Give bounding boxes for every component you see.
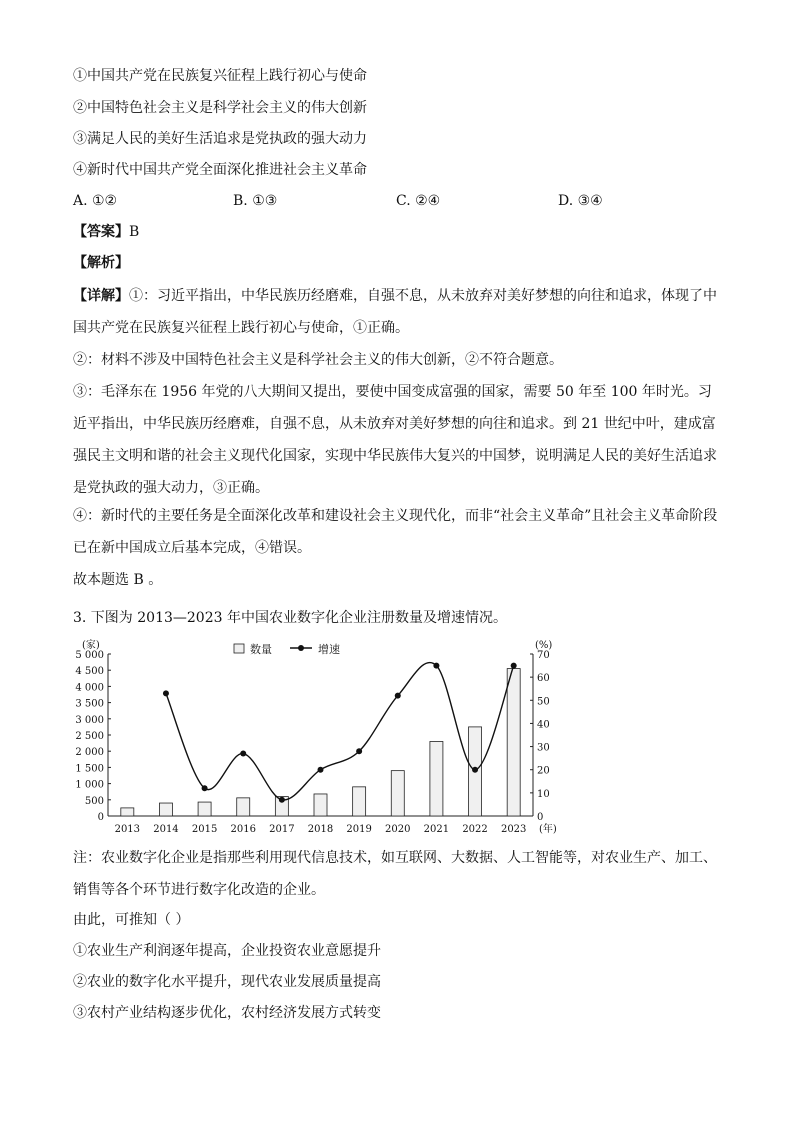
item-4: ④新时代中国共产党全面深化推进社会主义革命 [73,162,367,178]
tick-label-x: 2017 [269,824,295,835]
q3-stem: 3. 下图为 2013—2023 年中国农业数字化企业注册数量及增速情况。 [73,610,507,626]
option-c: C. ②④ [396,193,441,209]
growth-point [472,767,478,773]
legend-bar-label: 数量 [250,643,272,656]
bar [198,802,211,816]
tick-label-right: 0 [537,812,544,823]
growth-point [240,751,246,757]
tick-label-x: 2019 [346,824,372,835]
tick-label-left: 5 000 [75,650,104,661]
growth-point [395,693,401,699]
option-d: D. ③④ [558,193,603,209]
tick-label-x: 2023 [500,824,527,835]
item-1: ①中国共产党在民族复兴征程上践行初心与使命 [73,68,367,84]
bar [159,803,172,816]
q3-item-3: ③农村产业结构逐步优化，农村经济发展方式转变 [73,1005,381,1021]
tick-label-right: 40 [537,719,550,731]
bar [430,741,443,816]
tick-label-x: 2015 [191,824,218,835]
bar [507,669,520,816]
detail-tag: 【详解】 [73,288,129,304]
tick-label-left: 2 500 [75,731,104,742]
detail-3: ③：毛泽东在 1956 年党的八大期间又提出，要使中国变成富强的国家，需要 50 年至 100 年时光。习近平指出，中华民族历经磨难，自强不息，从未放弃对美好梦想的向往和追求。到 21 世纪中叶，建成富强民主文明和谐的社会主义现代化国家，实现中华民族伟大复兴的中国梦，说明满足人民的美好生活追求是党执政的强大动力，③正确。 [73,384,717,496]
tick-label-left: 4 500 [75,666,104,678]
tick-label-left: 0 [97,812,104,823]
item-2: ②中国特色社会主义是科学社会主义的伟大创新 [73,100,367,116]
tick-label-left: 500 [84,795,104,807]
growth-point [202,785,208,791]
item-3: ③满足人民的美好生活追求是党执政的强大动力 [73,131,367,147]
tick-label-left: 1 500 [75,763,104,775]
bar [314,794,327,816]
growth-point [511,663,517,669]
ylabel-right: (%) [535,640,553,651]
legend-bar-swatch [234,644,244,653]
legend-line-dot [298,645,304,651]
growth-line [166,663,514,800]
growth-point [433,663,439,669]
tick-label-x: 2018 [307,824,334,835]
tick-label-x: 2021 [423,824,450,835]
q3-note: 注：农业数字化企业是指那些利用现代信息技术，如互联网、大数据、人工智能等，对农业生产、加工、销售等各个环节进行数字化改造的企业。 [73,850,717,898]
answer-line [73,222,139,242]
growth-point [318,767,324,773]
tick-label-right: 20 [537,765,550,777]
detail-2: ②：材料不涉及中国特色社会主义是科学社会主义的伟大创新，②不符合题意。 [73,352,563,368]
answer-tag: 【答案】 [73,224,129,240]
bar [391,771,404,816]
tick-label-right: 30 [537,742,550,754]
tick-label-x: 2013 [114,824,141,835]
growth-point [356,748,362,754]
option-b: B. ①③ [233,193,278,209]
tick-label-right: 50 [537,696,550,708]
conclusion: 故本题选 B 。 [73,572,163,588]
q3-chart [0,632,794,842]
tick-label-x: 2014 [153,824,179,835]
q3-ask: 由此，可推知（ ） [73,912,190,928]
detail-4: ④：新时代的主要任务是全面深化改革和建设社会主义现代化，而非“社会主义革命”且社会主义革命阶段已在新中国成立后基本完成，④错误。 [73,508,718,556]
tick-label-right: 10 [537,788,550,800]
growth-point [279,797,285,803]
tick-label-left: 3 500 [75,698,104,710]
tick-label-left: 4 000 [75,682,104,694]
growth-point [163,690,169,696]
bar [237,798,250,816]
analysis-tag: 【解析】 [73,255,129,271]
tick-label-x: 2016 [230,824,256,835]
q3-item-1: ①农业生产利润逐年提高，企业投资农业意愿提升 [73,943,381,959]
tick-label-left: 2 000 [75,747,104,759]
tick-label-right: 60 [537,673,550,685]
q3-item-2: ②农业的数字化水平提升，现代农业发展质量提高 [73,974,381,990]
tick-label-left: 1 000 [75,779,104,791]
bar [353,787,366,816]
detail-1 [73,280,723,344]
bar [121,808,134,816]
tick-label-x: 2020 [385,824,411,835]
tick-label-x: 2022 [462,824,488,835]
xlabel: (年) [539,824,557,835]
tick-label-left: 3 000 [75,714,104,726]
legend-line-label: 增速 [318,643,340,656]
tick-label-right: 70 [537,650,550,661]
detail-1-text: ①：习近平指出，中华民族历经磨难，自强不息，从未放弃对美好梦想的向往和追求，体现了中国共产党在民族复兴征程上践行初心与使命，①正确。 [73,288,717,336]
answer-value: B [129,224,140,240]
option-a: A. ①② [73,193,118,209]
ylabel-left: (家) [82,640,100,651]
